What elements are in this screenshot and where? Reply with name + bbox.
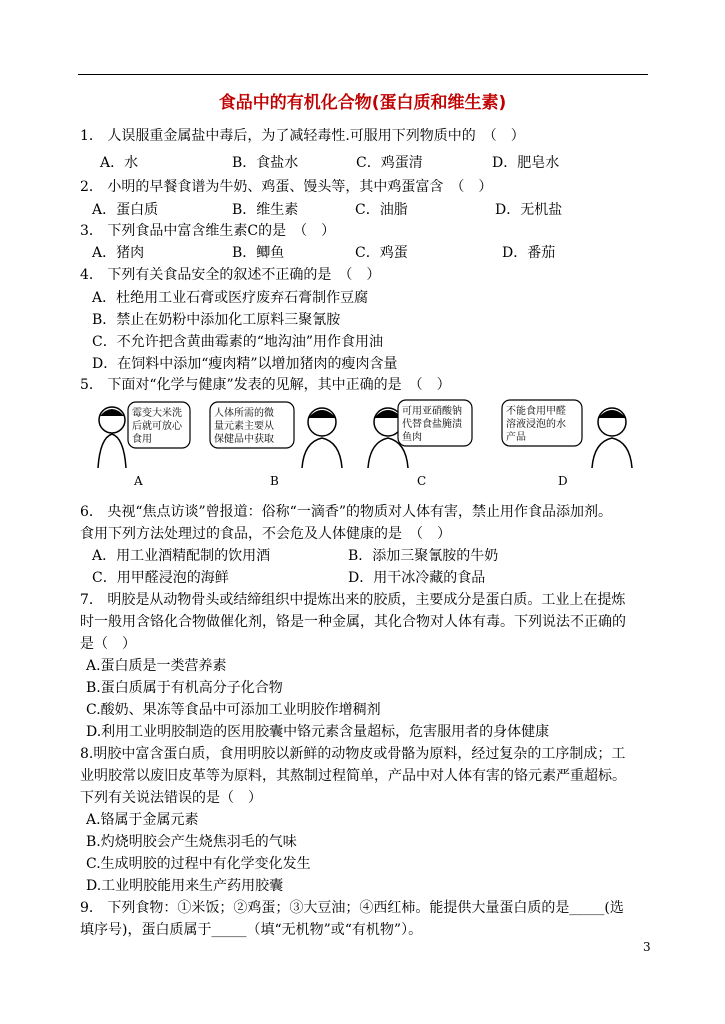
q8-option-b: B.灼烧明胶会产生烧焦羽毛的气味 xyxy=(86,834,297,850)
q2-option-d: D．无机盐 xyxy=(495,202,563,218)
q4-stem: 4． 下列有关食品安全的叙述不正确的是 （ ） xyxy=(80,267,381,283)
q6-option-c: C．用甲醛浸泡的海鲜 xyxy=(92,570,229,586)
q3-option-c: C．鸡蛋 xyxy=(355,245,408,261)
q4-option-a: A．杜绝用工业石膏或医疗废弃石膏制作豆腐 xyxy=(92,290,369,306)
header-rule xyxy=(78,74,648,75)
q2-option-b: B．维生素 xyxy=(232,202,299,218)
q6-line-2: 食用下列方法处理过的食品，不会危及人体健康的是 （ ） xyxy=(80,526,451,542)
speech-bubble-b xyxy=(210,402,294,448)
bubble-a-line-3: 食用 xyxy=(132,434,152,445)
q5-label-d: D xyxy=(558,474,568,488)
q7-option-b: B.蛋白质属于有机高分子化合物 xyxy=(86,680,283,696)
bubble-d-line-1: 不能食用甲醛 xyxy=(506,406,566,417)
bubble-d-line-3: 产品 xyxy=(506,432,526,443)
speech-bubble-a xyxy=(128,402,190,448)
q3-stem: 3． 下列食品中富含维生素C的是 （ ） xyxy=(80,223,336,239)
q5-cartoon xyxy=(90,398,645,468)
q6-option-b: B．添加三聚氰胺的牛奶 xyxy=(348,548,499,564)
q5-label-b: B xyxy=(270,474,279,488)
bubble-a-line-1: 霉变大米洗 xyxy=(132,408,182,419)
q3-option-b: B．鲫鱼 xyxy=(232,245,285,261)
q7-option-d: D.利用工业明胶制造的医用胶囊中铬元素含量超标，危害服用者的身体健康 xyxy=(86,724,550,740)
q9-line-1: 9． 下列食物：①米饭；②鸡蛋；③大豆油；④西红柿。能提供大量蛋白质的是_____(选 xyxy=(80,900,624,916)
q8-line-1: 8.明胶中富含蛋白质，食用明胶以新鲜的动物皮或骨骼为原料，经过复杂的工序制成；工 xyxy=(80,746,626,762)
q8-option-c: C.生成明胶的过程中有化学变化发生 xyxy=(86,856,311,872)
bubble-b-line-1: 人体所需的微 xyxy=(214,408,274,419)
q8-option-a: A.铬属于金属元素 xyxy=(86,812,199,828)
q1-option-a: A．水 xyxy=(100,155,139,171)
bubble-b-line-2: 量元素主要从 xyxy=(214,421,274,432)
q1-stem: 1． 人误服重金属盐中毒后，为了减轻毒性.可服用下列物质中的 （ ） xyxy=(80,128,525,144)
q6-line-1: 6． 央视“焦点访谈”曾报道：俗称“一滴香”的物质对人体有害，禁止用作食品添加剂。 xyxy=(80,504,612,520)
q8-option-d: D.工业明胶能用来生产药用胶囊 xyxy=(86,878,284,894)
q1-option-d: D．肥皂水 xyxy=(492,155,560,171)
q5-label-c: C xyxy=(417,474,427,488)
q3-option-d: D．番茄 xyxy=(502,245,556,261)
q8-line-3: 下列有关说法错误的是（ ） xyxy=(80,790,262,806)
bubble-a-line-2: 后就可放心 xyxy=(132,421,182,432)
q6-option-d: D．用干冰冷藏的食品 xyxy=(348,570,486,586)
q1-option-c: C．鸡蛋清 xyxy=(356,155,423,171)
q9-line-2: 填序号)，蛋白质属于_____（填“无机物”或“有机物”）。 xyxy=(80,922,423,938)
q6-option-a: A．用工业酒精配制的饮用酒 xyxy=(92,548,271,564)
q2-stem: 2． 小明的早餐食谱为牛奶、鸡蛋、馒头等，其中鸡蛋富含 （ ） xyxy=(80,179,493,195)
q5-label-a: A xyxy=(134,474,143,488)
bubble-c-line-1: 可用亚硝酸钠 xyxy=(402,406,462,417)
person-b-figure xyxy=(302,408,342,468)
q5-stem: 5． 下面对“化学与健康”发表的见解，其中正确的是 （ ） xyxy=(80,377,451,393)
speech-bubble-d xyxy=(502,400,582,446)
q7-option-a: A.蛋白质是一类营养素 xyxy=(86,658,227,674)
q4-option-b: B．禁止在奶粉中添加化工原料三聚氰胺 xyxy=(92,312,341,328)
speech-bubble-c xyxy=(398,400,472,446)
bubble-c-line-2: 代替食盐腌渍 xyxy=(402,419,462,430)
q7-option-c: C.酸奶、果冻等食品中可添加工业明胶作增稠剂 xyxy=(86,702,381,718)
bubble-d-line-2: 溶液浸泡的水 xyxy=(506,419,566,430)
q8-line-2: 业明胶常以废旧皮革等为原料，其熬制过程简单，产品中对人体有害的铬元素严重超标。 xyxy=(80,768,626,784)
person-d-figure xyxy=(592,408,632,468)
q7-line-1: 7． 明胶是从动物骨头或结缔组织中提炼出来的胶质，主要成分是蛋白质。工业上在提炼 xyxy=(80,592,626,608)
bubble-c-line-3: 鱼肉 xyxy=(402,432,422,443)
page-title: 食品中的有机化合物(蛋白质和维生素) xyxy=(218,93,507,113)
bubble-b-line-3: 保健品中获取 xyxy=(214,434,274,445)
q7-line-2: 时一般用含铬化合物做催化剂，铬是一种金属，其化合物对人体有毒。下列说法不正确的 xyxy=(80,614,626,630)
person-a-figure xyxy=(98,407,126,468)
q2-option-a: A．蛋白质 xyxy=(92,202,159,218)
q7-line-3: 是（ ） xyxy=(80,636,136,652)
q4-option-c: C．不允许把含黄曲霉素的“地沟油”用作食用油 xyxy=(92,334,384,350)
page-number: 3 xyxy=(643,940,651,954)
q1-option-b: B．食盐水 xyxy=(232,155,299,171)
q2-option-c: C．油脂 xyxy=(355,202,408,218)
q4-option-d: D．在饲料中添加“瘦肉精”以增加猪肉的瘦肉含量 xyxy=(92,356,398,372)
q3-option-a: A．猪肉 xyxy=(92,245,145,261)
